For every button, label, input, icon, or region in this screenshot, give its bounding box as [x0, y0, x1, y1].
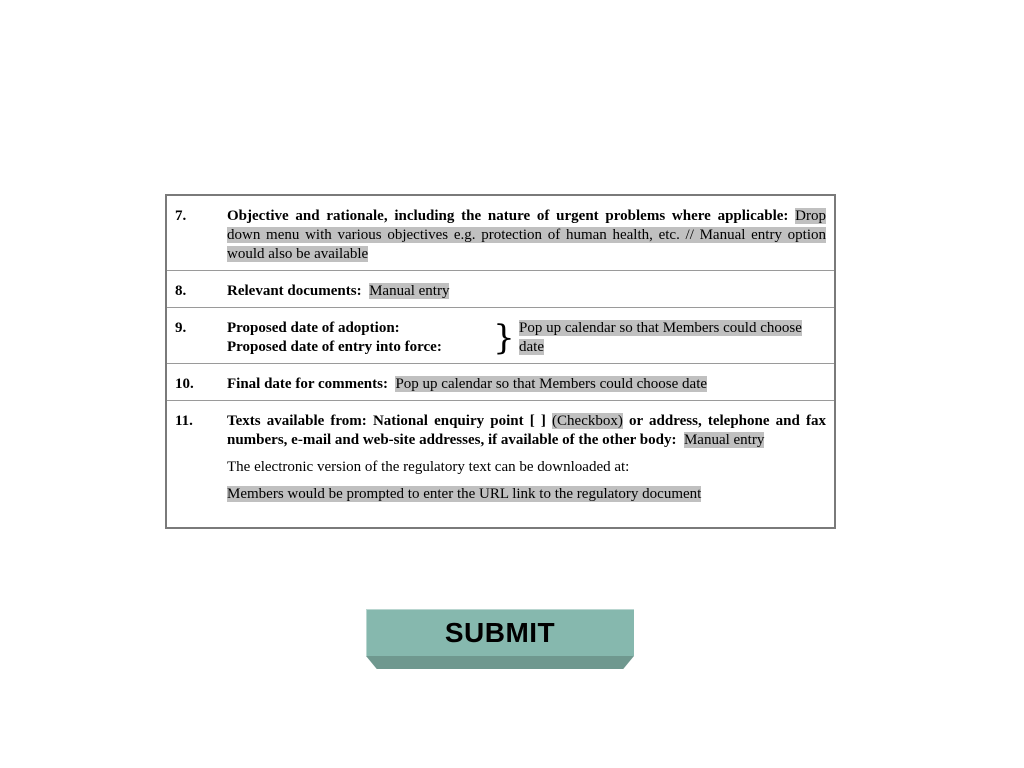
final-date-calendar[interactable]: Pop up calendar so that Members could choose date	[395, 376, 708, 392]
relevant-documents-label: Relevant documents:	[227, 283, 362, 299]
adoption-date-label: Proposed date of adoption:	[227, 320, 400, 336]
row-relevant-documents	[167, 271, 834, 308]
submit-button[interactable]	[366, 609, 634, 669]
row-number: 9.	[175, 320, 187, 336]
entry-into-force-label: Proposed date of entry into force:	[227, 339, 442, 355]
row-number: 10.	[175, 376, 194, 392]
objective-label: Objective and rationale, including the nature of urgent problems where applicable:	[227, 208, 789, 224]
row-proposed-dates	[167, 308, 834, 364]
relevant-documents-input[interactable]: Manual entry	[369, 283, 450, 299]
other-body-label: or address, telephone and fax numbers, e-mail and web-site addresses, if available of the other body:	[227, 413, 826, 448]
enquiry-point-checkbox[interactable]: (Checkbox)	[552, 413, 623, 429]
submit-button-bevel	[366, 656, 634, 669]
row-body	[227, 271, 834, 307]
row-texts-available	[167, 401, 834, 527]
dates-value	[519, 319, 826, 355]
dates-labels	[227, 319, 489, 355]
row-body	[227, 364, 834, 400]
proposed-dates-calendar[interactable]: Pop up calendar so that Members could choose date	[519, 320, 802, 355]
row-body	[227, 308, 834, 363]
submit-button-label: SUBMIT	[444, 617, 556, 648]
other-body-input[interactable]: Manual entry	[683, 432, 765, 448]
final-date-label: Final date for comments:	[227, 376, 388, 392]
brace-glyph: }	[493, 318, 515, 358]
url-input[interactable]: Members would be prompted to enter the URL link to the regulatory document	[227, 486, 702, 502]
row-final-date-comments	[167, 364, 834, 401]
texts-available-paragraph	[227, 412, 826, 450]
row-objective	[167, 196, 834, 271]
url-paragraph	[227, 485, 826, 504]
row-number: 8.	[175, 283, 187, 299]
electronic-version-text: The electronic version of the regulatory text can be downloaded at:	[227, 459, 630, 475]
notification-form-table	[165, 194, 836, 529]
row-body	[227, 401, 834, 527]
row-body	[227, 196, 834, 270]
row-number: 11.	[175, 413, 193, 429]
row-number: 7.	[175, 208, 187, 224]
texts-available-label: Texts available from: National enquiry point [ ]	[227, 413, 546, 429]
objective-dropdown[interactable]: Drop down menu with various objectives e.g. protection of human health, etc. // Manual entry option would also be available	[227, 208, 826, 262]
